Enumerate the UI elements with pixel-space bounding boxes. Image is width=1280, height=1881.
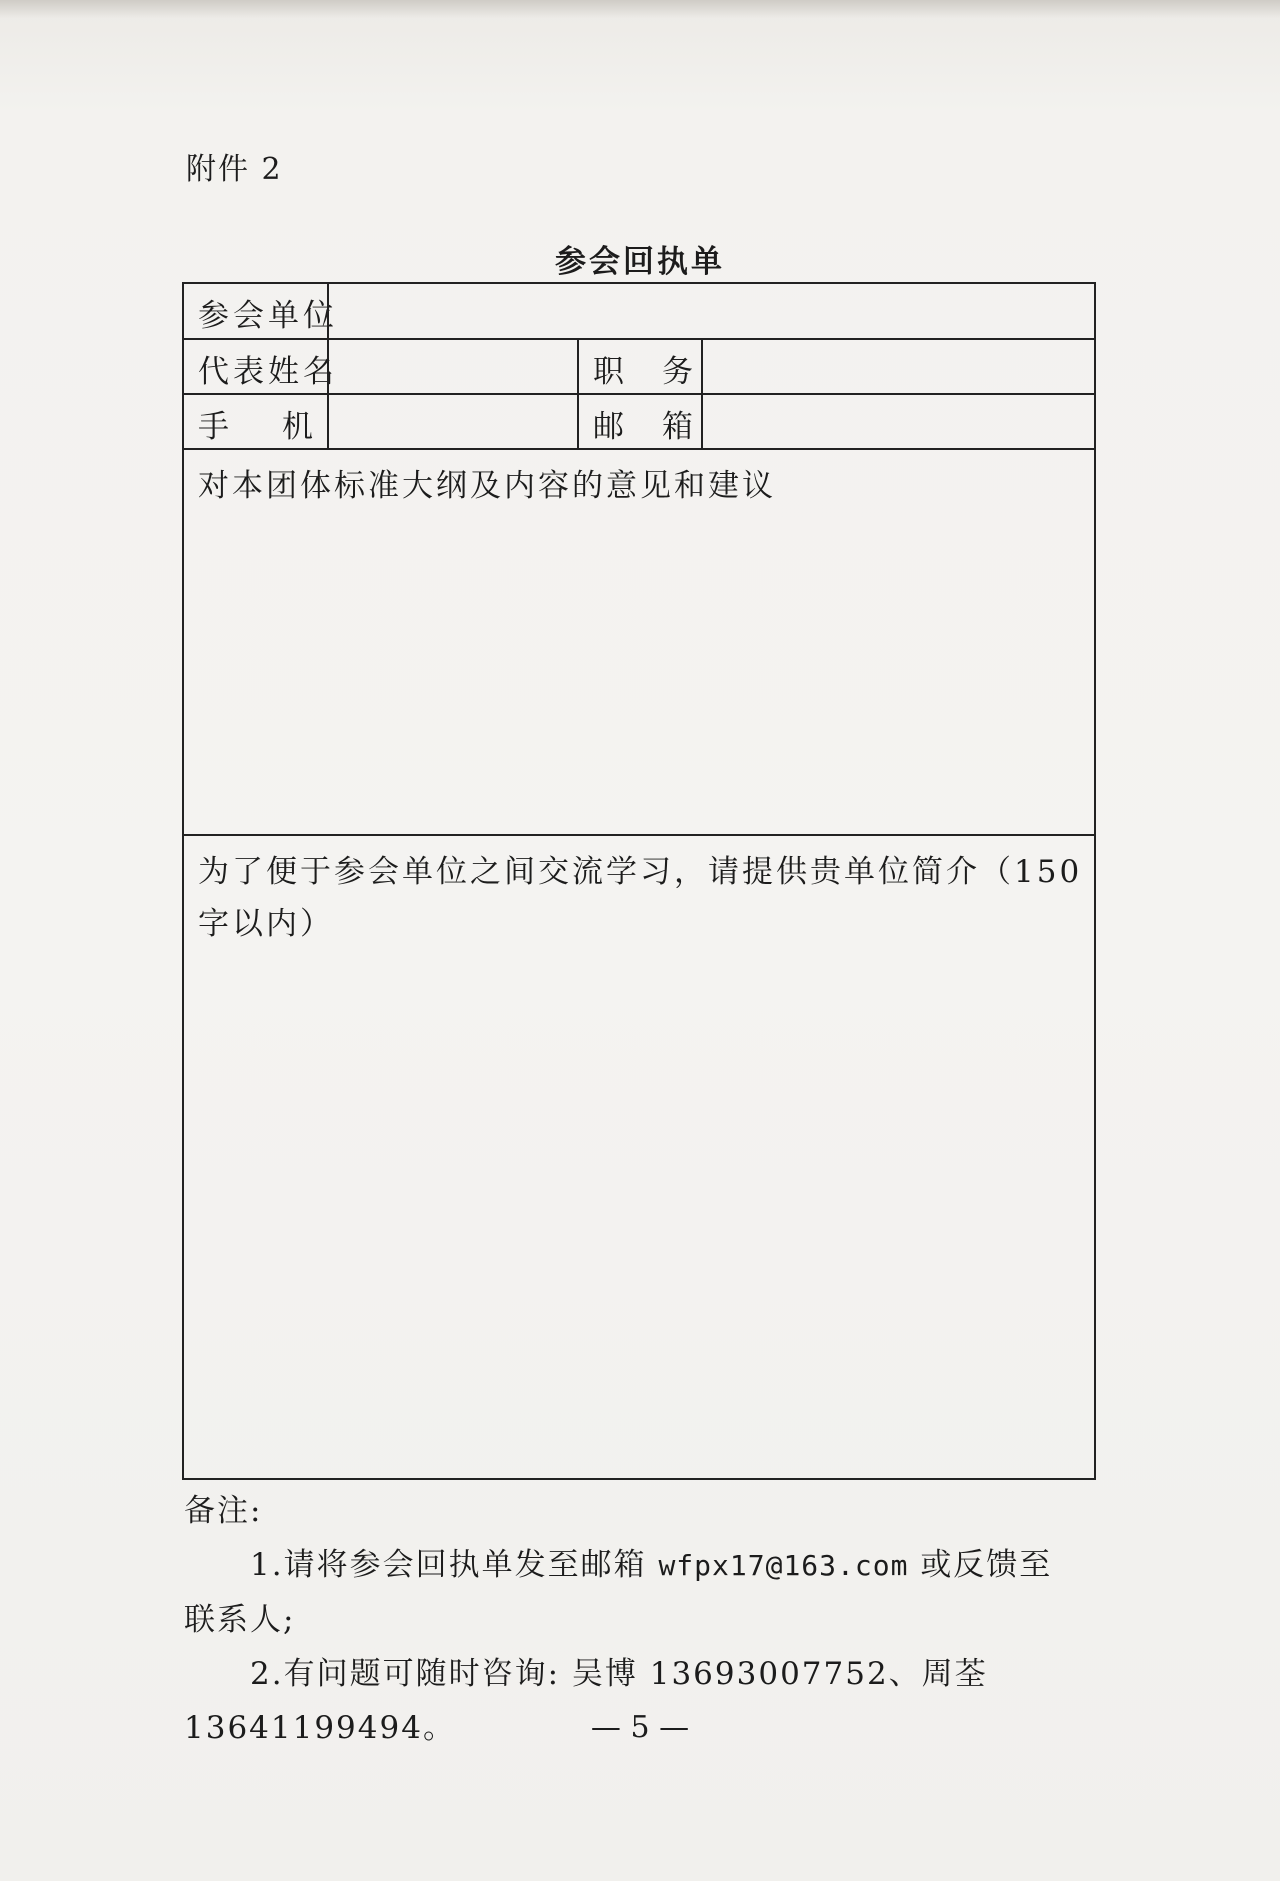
attachment-label: 附件 2 [186,152,283,187]
mobile-label: 手 机 [198,409,313,445]
rep-name-field[interactable] [327,340,577,393]
email-field[interactable] [701,395,1094,448]
row-unit [184,284,1094,340]
note-item-2-line-2: 13641199494。 [184,1710,456,1746]
position-label: 职 务 [593,354,693,390]
intro-label: 为了便于参会单位之间交流学习，请提供贵单位简介（150字以内） [198,854,1083,942]
email-label: 邮 箱 [593,409,693,445]
row-intro[interactable] [184,836,1094,1478]
receipt-form-table [182,282,1096,1480]
contact-email: wfpx17@163.com [658,1549,909,1582]
note-item-1-line-1: 1.请将参会回执单发至邮箱 wfpx17@163.com 或反馈至 [250,1547,1053,1583]
cell-rep-label [184,340,338,393]
rep-name-label: 代表姓名 [198,354,338,390]
scan-shadow [0,0,1280,18]
unit-field[interactable] [327,284,1094,338]
position-field[interactable] [701,340,1094,393]
cell-unit-label [184,284,338,338]
feedback-label: 对本团体标准大纲及内容的意见和建议 [198,468,776,504]
cell-position-label [577,340,701,393]
row-contact [184,395,1094,450]
cell-mobile-label [184,395,327,448]
note-item-1-line-2: 联系人; [184,1602,296,1638]
mobile-field[interactable] [327,395,577,448]
notes-heading: 备注: [184,1493,263,1529]
row-representative [184,340,1094,395]
unit-label: 参会单位 [198,298,338,334]
form-title: 参会回执单 [555,244,725,280]
page-number: — 5 — [590,1710,690,1745]
cell-email-label [577,395,701,448]
note-item-2-line-1: 2.有问题可随时咨询: 吴博 13693007752、周荃 [250,1656,988,1692]
row-feedback[interactable] [184,450,1094,836]
